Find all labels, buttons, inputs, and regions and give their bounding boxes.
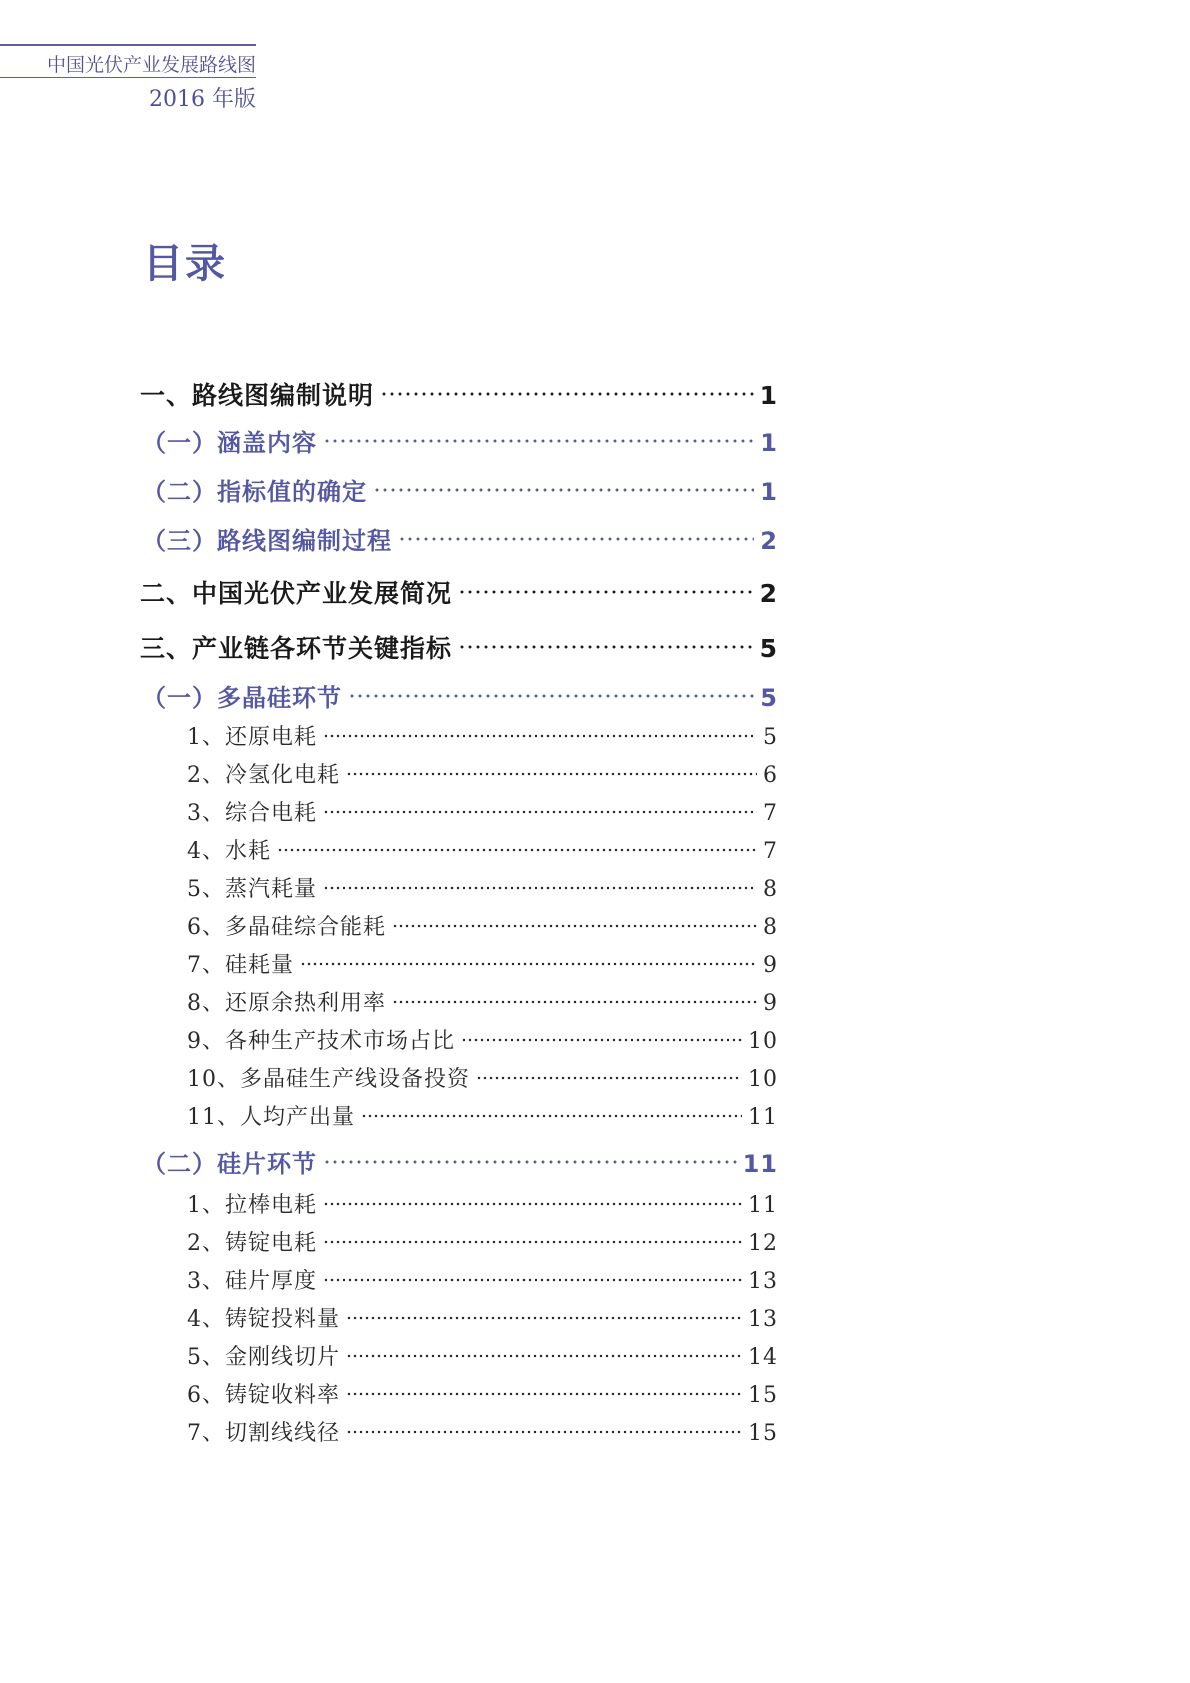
toc-entry-label: 7、硅耗量 bbox=[187, 953, 294, 978]
toc-page-number: 11 bbox=[748, 1105, 778, 1130]
toc-page-number: 1 bbox=[759, 381, 778, 410]
toc-leader-dots bbox=[458, 645, 754, 649]
toc-page-number: 14 bbox=[748, 1345, 778, 1370]
toc-page-number: 5 bbox=[760, 684, 778, 712]
toc-entry[interactable] bbox=[142, 472, 778, 507]
toc-page-number: 10 bbox=[748, 1067, 778, 1092]
toc-leader-dots bbox=[346, 1316, 742, 1320]
toc-entry[interactable] bbox=[187, 1062, 778, 1093]
toc-entry-label: 7、切割线线径 bbox=[187, 1421, 340, 1446]
toc-leader-dots bbox=[277, 848, 757, 852]
toc-entry[interactable] bbox=[187, 1378, 778, 1409]
toc-leader-dots bbox=[361, 1114, 742, 1118]
toc-entry[interactable] bbox=[187, 1264, 778, 1295]
toc-page-number: 13 bbox=[748, 1307, 778, 1332]
toc-leader-dots bbox=[346, 1354, 742, 1358]
toc-entry-label: （一）多晶硅环节 bbox=[142, 684, 342, 712]
edition-label: 2016 年版 bbox=[149, 87, 256, 112]
page-title: 目录 bbox=[143, 241, 227, 287]
toc-entry-label: 4、水耗 bbox=[187, 839, 271, 864]
toc-page-number: 12 bbox=[748, 1231, 778, 1256]
toc-entry-label: 二、中国光伏产业发展简况 bbox=[140, 579, 453, 608]
toc-leader-dots bbox=[323, 810, 757, 814]
toc-entry[interactable] bbox=[187, 1416, 778, 1447]
toc-entry[interactable] bbox=[140, 629, 778, 665]
toc-entry[interactable] bbox=[187, 796, 778, 827]
toc-page-number: 11 bbox=[748, 1193, 778, 1218]
toc-page-number: 5 bbox=[759, 634, 778, 663]
toc-entry[interactable] bbox=[140, 574, 778, 610]
toc-entry-label: 9、各种生产技术市场占比 bbox=[187, 1029, 455, 1054]
toc-entry-label: 4、铸锭投料量 bbox=[187, 1307, 340, 1332]
toc-entry[interactable] bbox=[142, 678, 778, 713]
toc-page-number: 7 bbox=[763, 839, 778, 864]
toc-page-number: 8 bbox=[763, 915, 778, 940]
toc-entry-label: （二）硅片环节 bbox=[142, 1150, 317, 1178]
toc-entry-label: 5、金刚线切片 bbox=[187, 1345, 340, 1370]
toc-entry-label: 1、拉棒电耗 bbox=[187, 1193, 317, 1218]
toc-entry-label: 8、还原余热利用率 bbox=[187, 991, 386, 1016]
toc-entry[interactable] bbox=[187, 758, 778, 789]
publication-title: 中国光伏产业发展路线图 bbox=[46, 54, 256, 76]
toc-page-number: 1 bbox=[760, 429, 778, 457]
toc-leader-dots bbox=[392, 924, 757, 928]
toc-page-number: 13 bbox=[748, 1269, 778, 1294]
toc-page-number: 7 bbox=[763, 801, 778, 826]
toc-page-number: 5 bbox=[763, 725, 778, 750]
toc-leader-dots bbox=[323, 886, 757, 890]
toc-page-number: 1 bbox=[760, 478, 778, 506]
toc-leader-dots bbox=[323, 734, 757, 738]
toc-entry-label: 3、综合电耗 bbox=[187, 801, 317, 826]
toc-entry[interactable] bbox=[142, 423, 778, 458]
toc-entry[interactable] bbox=[187, 872, 778, 903]
toc-page-number: 15 bbox=[748, 1383, 778, 1408]
toc-page-number: 9 bbox=[763, 953, 778, 978]
toc-page-number: 11 bbox=[742, 1150, 778, 1178]
toc-entry[interactable] bbox=[187, 720, 778, 751]
toc-entry-label: （三）路线图编制过程 bbox=[142, 527, 392, 555]
toc-page-number: 2 bbox=[759, 579, 778, 608]
toc-entry[interactable] bbox=[140, 376, 778, 412]
toc-leader-dots bbox=[476, 1076, 742, 1080]
toc-entry-label: 6、多晶硅综合能耗 bbox=[187, 915, 386, 940]
toc-entry[interactable] bbox=[187, 910, 778, 941]
toc-entry-label: 5、蒸汽耗量 bbox=[187, 877, 317, 902]
toc-leader-dots bbox=[398, 537, 754, 541]
toc-leader-dots bbox=[346, 1392, 742, 1396]
toc-entry[interactable] bbox=[187, 1188, 778, 1219]
toc-page-number: 9 bbox=[763, 991, 778, 1016]
toc-page-number: 15 bbox=[748, 1421, 778, 1446]
toc-entry[interactable] bbox=[187, 1226, 778, 1257]
toc-entry[interactable] bbox=[187, 1100, 778, 1131]
toc-leader-dots bbox=[461, 1038, 742, 1042]
toc-leader-dots bbox=[323, 1202, 742, 1206]
toc-entry[interactable] bbox=[187, 986, 778, 1017]
toc-page-number: 6 bbox=[763, 763, 778, 788]
toc-entry-label: 2、铸锭电耗 bbox=[187, 1231, 317, 1256]
toc-entry-label: 3、硅片厚度 bbox=[187, 1269, 317, 1294]
toc-entry-label: 三、产业链各环节关键指标 bbox=[140, 634, 453, 663]
toc-leader-dots bbox=[458, 590, 754, 594]
toc-leader-dots bbox=[323, 1240, 742, 1244]
toc-entry[interactable] bbox=[187, 1340, 778, 1371]
toc-entry-label: 10、多晶硅生产线设备投资 bbox=[187, 1067, 470, 1092]
toc-entry[interactable] bbox=[187, 1024, 778, 1055]
toc-page-number: 8 bbox=[763, 877, 778, 902]
toc-page-number: 2 bbox=[760, 527, 778, 555]
toc-leader-dots bbox=[380, 392, 754, 396]
toc-leader-dots bbox=[323, 439, 754, 443]
toc-entry-label: （二）指标值的确定 bbox=[142, 478, 367, 506]
toc-leader-dots bbox=[348, 694, 754, 698]
toc-leader-dots bbox=[346, 772, 757, 776]
toc-entry-label: 2、冷氢化电耗 bbox=[187, 763, 340, 788]
toc-page-number: 10 bbox=[748, 1029, 778, 1054]
toc-leader-dots bbox=[392, 1000, 757, 1004]
toc-entry-label: （一）涵盖内容 bbox=[142, 429, 317, 457]
toc-leader-dots bbox=[323, 1160, 737, 1164]
toc-entry-label: 6、铸锭收料率 bbox=[187, 1383, 340, 1408]
toc-entry[interactable] bbox=[142, 1144, 778, 1179]
toc-entry-label: 11、人均产出量 bbox=[187, 1105, 355, 1130]
toc-entry[interactable] bbox=[187, 834, 778, 865]
toc-entry-label: 1、还原电耗 bbox=[187, 725, 317, 750]
toc-entry[interactable] bbox=[187, 948, 778, 979]
toc-entry-label: 一、路线图编制说明 bbox=[140, 381, 375, 410]
toc-leader-dots bbox=[323, 1278, 742, 1282]
toc-leader-dots bbox=[300, 962, 757, 966]
toc-leader-dots bbox=[373, 488, 754, 492]
toc-entry[interactable] bbox=[187, 1302, 778, 1333]
toc-leader-dots bbox=[346, 1430, 742, 1434]
toc-entry[interactable] bbox=[142, 521, 778, 556]
